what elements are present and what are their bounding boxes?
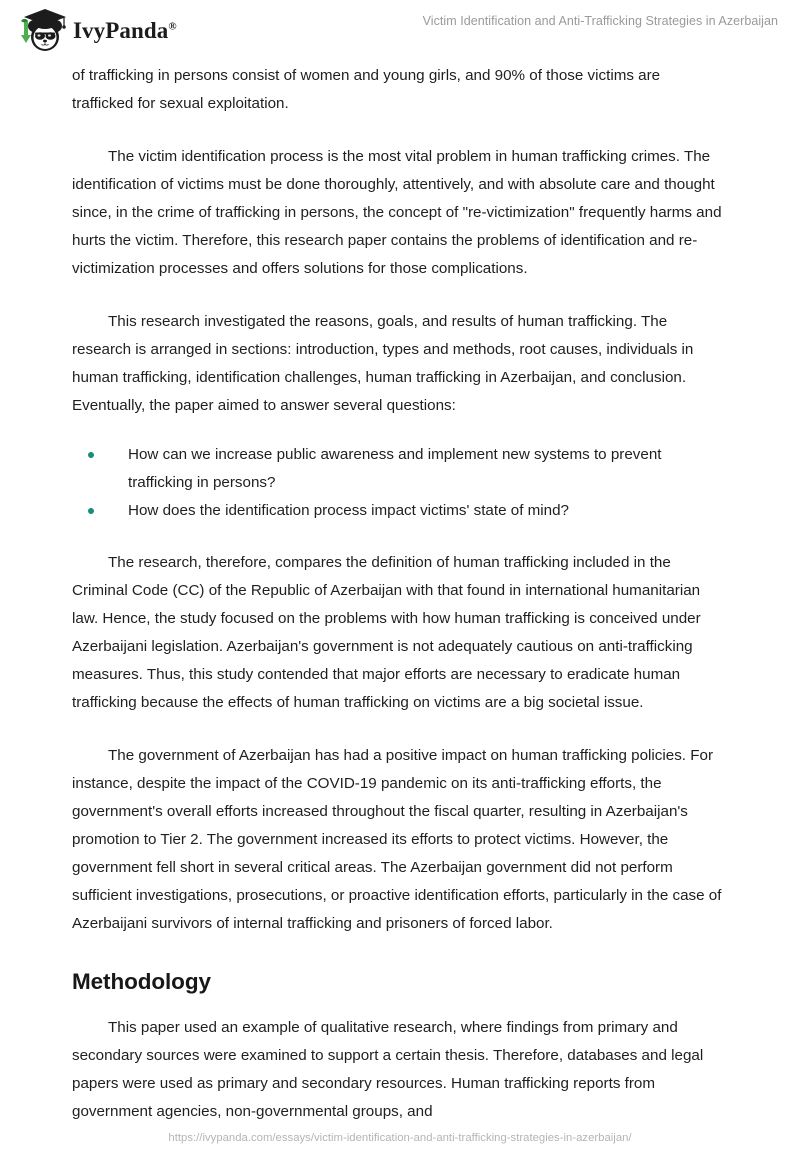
list-item [72,497,724,525]
paragraph: This research investigated the reasons, goals, and results of human trafficking. The research is arranged in sections: introduction, types and methods, root causes, individuals in human trafficking, identification challenges, human trafficking in Azerbaijan, and conclusion. Eventually, the paper aimed to answer several questions: [72,313,694,414]
paragraph: The government of Azerbaijan has had a positive impact on human trafficking policies. For instance, despite the impact of the COVID-19 pandemic on its anti-trafficking efforts, the government's overall efforts increased throughout the fiscal quarter, resulting in Azerbaijan's promotion to Tier 2. The government increased its efforts to protect victims. However, the government fell short in several critical areas. The Azerbaijan government did not perform sufficient investigations, prosecutions, or proactive identification efforts, particularly in the case of Azerbaijani survivors of internal trafficking and prisoners of forced labor. [72,747,722,932]
bullet-icon [88,508,94,514]
source-url[interactable]: https://ivypanda.com/essays/victim-identification-and-anti-trafficking-strategies-in-azerbaijan/ [168,1132,632,1144]
paragraph: The research, therefore, compares the definition of human trafficking included in the Criminal Code (CC) of the Republic of Azerbaijan with that found in international humanitarian law. Hence, the study focused on the problems with how human trafficking is conceived under Azerbaijani legislation. Azerbaijan's government is not adequately cautious on anti-trafficking measures. Thus, this study contended that major efforts are necessary to eradicate human trafficking because the effects of human trafficking on victims are a big societal issue. [72,554,701,711]
section-heading-methodology: Methodology [72,969,211,994]
list-item [72,441,724,497]
page-header [0,0,800,62]
brand-name [73,19,177,42]
panda-graduate-logo-icon [14,6,66,54]
paragraph: The victim identification process is the most vital problem in human trafficking crimes. The identification of victims must be done thoroughly, attentively, and with absolute care and thought since, in the crime of trafficking in persons, the concept of "re-victimization" frequently harms and hurts the victim. Therefore, this research paper contains the problems of identification and re-victimization processes and offers solutions for those complications. [72,148,722,277]
page-footer [0,1128,800,1146]
bullet-icon [88,452,94,458]
paragraph: of trafficking in persons consist of women and young girls, and 90% of those victims are trafficked for sexual exploitation. [72,67,661,112]
paragraph: This paper used an example of qualitative research, where findings from primary and secondary sources were examined to support a certain thesis. Therefore, databases and legal papers were used as primary and secondary resources. Human trafficking reports from government agencies, non-governmental groups, and [72,1019,704,1121]
brand-logo[interactable] [14,6,177,54]
research-questions-list [72,441,724,525]
list-item-label: How can we increase public awareness and implement new systems to prevent trafficking in persons? [128,446,662,491]
document-body [72,62,724,1151]
document-title: Victim Identification and Anti-Trafficking Strategies in Azerbaijan [422,14,778,28]
brand-name-text: IvyPanda [73,17,169,43]
list-item-label: How does the identification process impact victims' state of mind? [128,502,570,519]
registered-mark-icon: ® [168,19,177,32]
